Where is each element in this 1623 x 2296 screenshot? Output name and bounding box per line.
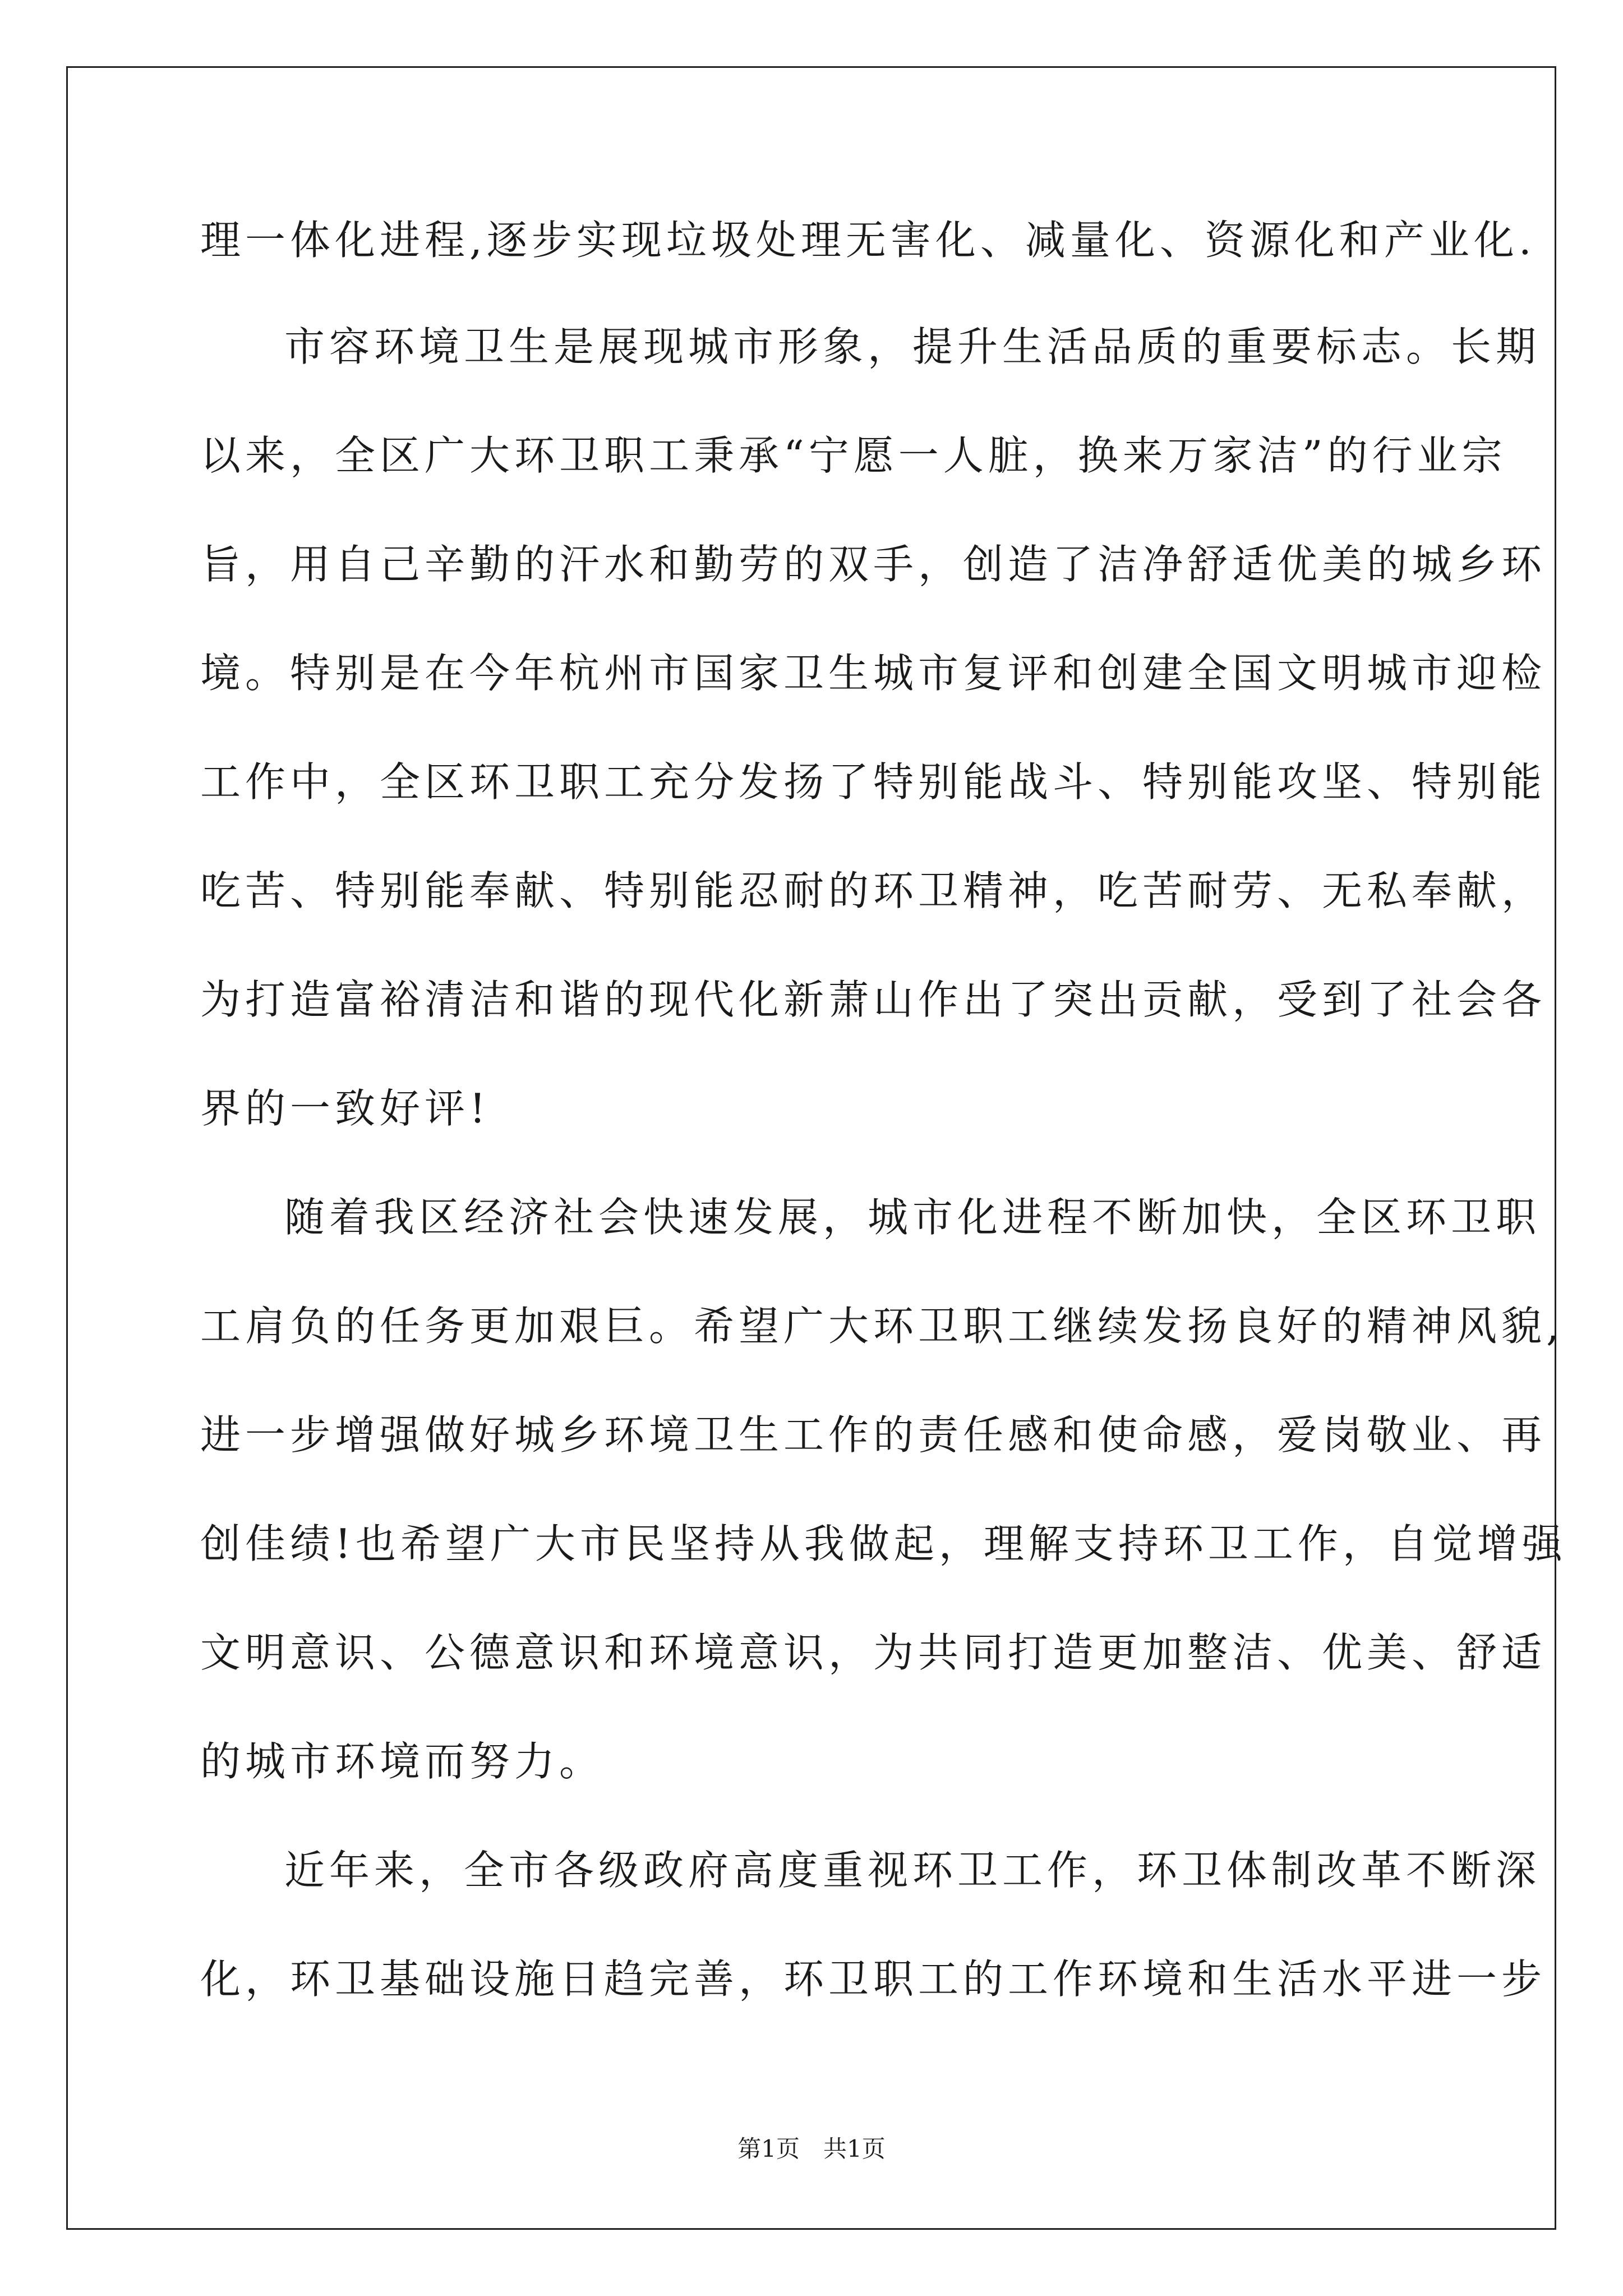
paragraph-start-line: 随着我区经济社会快速发展，城市化进程不断加快，全区环卫职 [284, 1194, 1541, 1241]
text-line: 为打造富裕清洁和谐的现代化新萧山作出了突出贡献，受到了社会各 [200, 976, 1547, 1023]
paragraph-start-line: 市容环境卫生是展现城市形象，提升生活品质的重要标志。长期 [284, 323, 1541, 370]
text-line: 创佳绩!也希望广大市民坚持从我做起，理解支持环卫工作，自觉增强 [200, 1520, 1567, 1567]
text-line: 旨，用自己辛勤的汗水和勤劳的双手，创造了洁净舒适优美的城乡环 [200, 541, 1547, 588]
paragraph-start-line: 近年来，全市各级政府高度重视环卫工作，环卫体制改革不断深 [284, 1847, 1541, 1894]
page-border [66, 66, 1556, 2230]
text-line: 工作中，全区环卫职工充分发扬了特别能战斗、特别能攻坚、特别能 [200, 758, 1547, 806]
text-line: 界的一致好评! [200, 1085, 490, 1132]
text-line: 境。特别是在今年杭州市国家卫生城市复评和创建全国文明城市迎检 [200, 650, 1547, 697]
text-line: 的城市环境而努力。 [200, 1738, 605, 1785]
text-line: 吃苦、特别能奉献、特别能忍耐的环卫精神，吃苦耐劳、无私奉献， [200, 867, 1547, 914]
text-line: 进一步增强做好城乡环境卫生工作的责任感和使命感，爱岗敬业、再 [200, 1411, 1547, 1458]
text-line: 文明意识、公德意识和环境意识，为共同打造更加整洁、优美、舒适 [200, 1629, 1547, 1676]
text-line: 工肩负的任务更加艰巨。希望广大环卫职工继续发扬良好的精神风貌, [200, 1303, 1564, 1350]
text-line: 理一体化进程,逐步实现垃圾处理无害化、减量化、资源化和产业化. [200, 217, 1536, 264]
page-footer: 第1页 共1页 [737, 2135, 886, 2162]
text-line: 以来，全区广大环卫职工秉承“宁愿一人脏，换来万家洁”的行业宗 [200, 432, 1507, 479]
text-line: 化，环卫基础设施日趋完善，环卫职工的工作环境和生活水平进一步 [200, 1955, 1547, 2003]
